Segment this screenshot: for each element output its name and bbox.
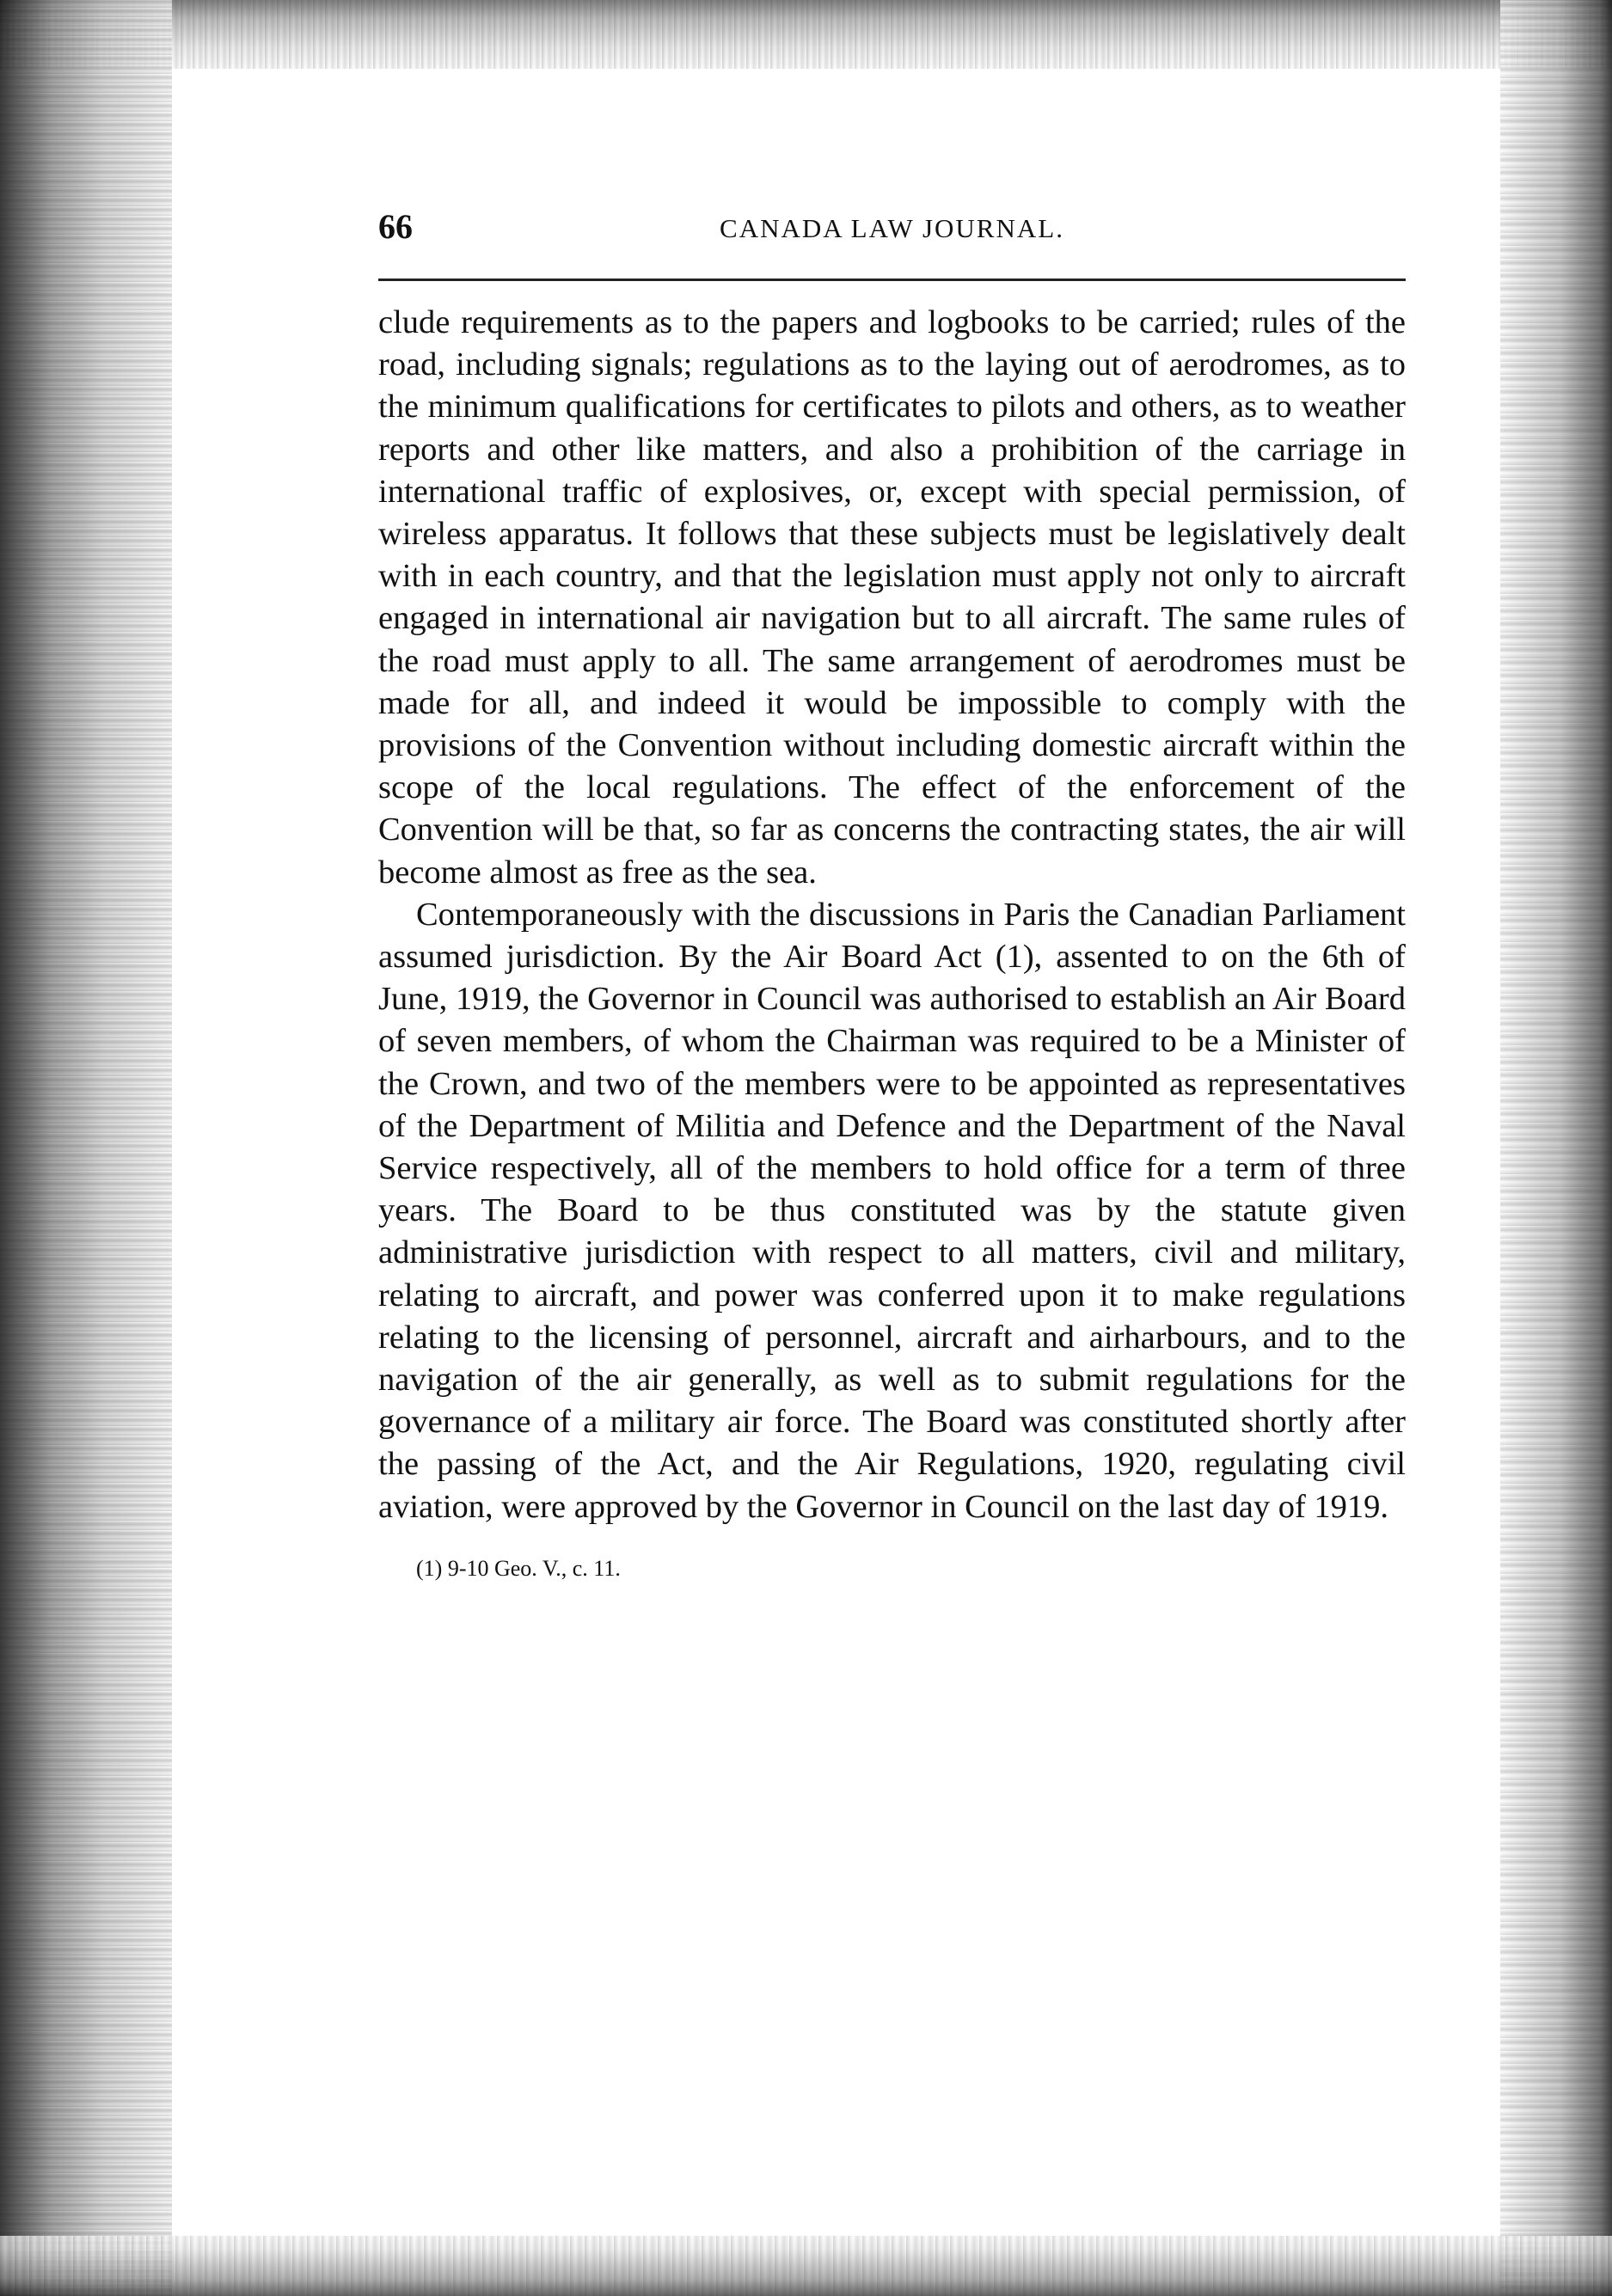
running-head bbox=[378, 189, 1406, 246]
body-text bbox=[378, 302, 1406, 1528]
scan-edge-right bbox=[1500, 0, 1612, 2296]
paragraph-1: clude requirements as to the papers and logbooks to be carried; rules of the road, including signals; regulations as to the laying out of aerodromes, as to the minimum qualifications for certificates to pilots and others, as to weather reports and other like matters, and also a prohibition of the carriage in international traffic of explosives, or, except with special permission, of wireless apparatus. It follows that these subjects must be legislatively dealt with in each country, and that the legislation must apply not only to aircraft engaged in international air navigation but to all aircraft. The same rules of the road must apply to all. The same arrangement of aerodromes must be made for all, and indeed it would be impossible to comply with the provisions of the Convention without including domestic aircraft within the scope of the local regulations. The effect of the enforcement of the Convention will be that, so far as concerns the contracting states, the air will become almost as free as the sea. bbox=[378, 304, 1406, 891]
journal-title: CANADA LAW JOURNAL. bbox=[720, 213, 1064, 243]
page-number: 66 bbox=[378, 207, 413, 246]
document-page bbox=[378, 189, 1406, 1583]
paragraph-2: Contemporaneously with the discussions in Paris the Canadian Parliament assumed jurisdiction. By the Air Board Act (1), assented to on the 6th of June, 1919, the Governor in Council was authorised to establish an Air Board of seven members, of whom the Chairman was required to be a Minister of the Crown, and two of the members were to be appointed as representatives of the Department of Militia and Defence and the Department of the Naval Service respectively, all of the members to hold office for a term of three years. The Board to be thus constituted was by the statute given administrative jurisdiction with respect to all matters, civil and military, relating to aircraft, and power was conferred upon it to make regulations relating to the licensing of personnel, aircraft and airharbours, and to the navigation of the air generally, as well as to submit regulations for the governance of a military air force. The Board was constituted shortly after the passing of the Act, and the Air Regulations, 1920, regulating civil aviation, were approved by the Governor in Council on the last day of 1919. bbox=[378, 896, 1406, 1525]
scan-edge-top bbox=[0, 0, 1612, 69]
scan-edge-bottom bbox=[0, 2236, 1612, 2296]
scan-edge-left bbox=[0, 0, 172, 2296]
header-rule bbox=[378, 279, 1406, 281]
footnote: (1) 9-10 Geo. V., c. 11. bbox=[416, 1555, 621, 1581]
